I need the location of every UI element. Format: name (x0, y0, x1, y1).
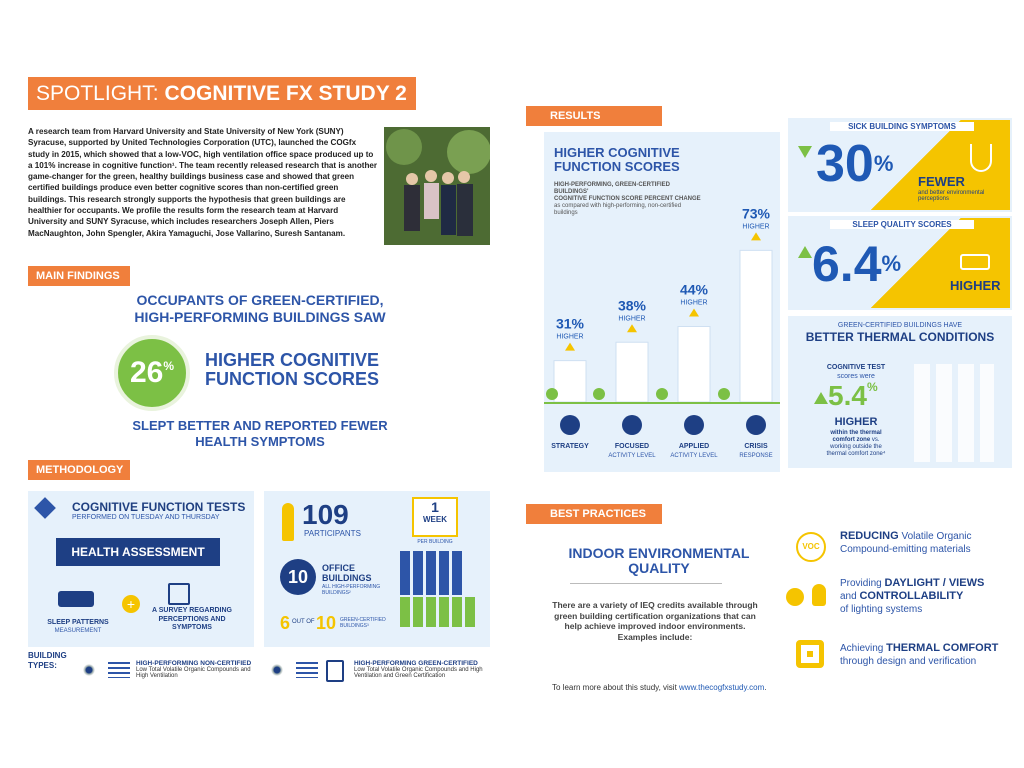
survey-icon (168, 583, 190, 605)
down-arrow-icon (798, 146, 812, 158)
learn-end: . (764, 683, 767, 692)
sleep-pct-sign: % (881, 251, 902, 276)
sick-sub: and better environmental perceptions (918, 190, 985, 202)
sleep-label: SLEEP PATTERNS (47, 619, 109, 626)
findings-percent-sign: % (163, 359, 175, 373)
sleep-sub: MEASUREMENT (54, 628, 102, 634)
wind-icon (108, 662, 130, 678)
sick-pct-sign: % (873, 151, 894, 176)
blue-buildings-icon (400, 551, 464, 595)
spotlight-title: COGNITIVE FX STUDY 2 (164, 81, 407, 105)
health-assessment-box: HEALTH ASSESSMENT (56, 538, 220, 566)
sick-title: SICK BUILDING SYMPTOMS (830, 122, 974, 131)
best-item2 (840, 577, 984, 616)
six-count: 6 (280, 613, 291, 633)
result-category-0: STRATEGY (551, 443, 589, 450)
tests-title: COGNITIVE FUNCTION TESTS (72, 500, 246, 514)
week-sub: PER BUILDING (417, 539, 453, 545)
findings-line2: HIGH-PERFORMING BUILDINGS SAW (134, 309, 386, 325)
participants-number: 109 (302, 499, 349, 530)
findings-footer1: SLEPT BETTER AND REPORTED FEWER (132, 418, 388, 433)
best-practices-tag: BEST PRACTICES (526, 504, 662, 524)
green-buildings-icon (400, 597, 476, 627)
sick-number (816, 134, 893, 194)
result-category-3: CRISIS (744, 443, 768, 450)
results-title1: HIGHER COGNITIVE (554, 145, 680, 160)
type1-title: HIGH-PERFORMING NON-CERTIFIED (136, 660, 252, 667)
molecule-icon-2 (264, 660, 290, 680)
plus-icon: + (122, 595, 140, 613)
team-photo-image (384, 127, 490, 245)
result-value-0: 31% (555, 315, 585, 332)
item2-bold: DAYLIGHT / VIEWS (884, 577, 985, 589)
spotlight-prefix: SPOTLIGHT: (36, 81, 159, 105)
type2-title: HIGH-PERFORMING GREEN-CERTIFIED (354, 660, 478, 667)
findings-footer2: HEALTH SYMPTOMS (195, 434, 325, 449)
study-link[interactable]: www.thecogfxstudy.com (679, 683, 765, 692)
certificate-icon (326, 660, 344, 682)
results-sub3: as compared with high-performing, non-certified buildings (554, 203, 682, 216)
molecule-icon (76, 660, 102, 680)
result-value-3: 73% (741, 205, 771, 222)
tree-icon-3 (718, 388, 730, 400)
result-label-2: HIGHER (680, 299, 708, 307)
result-label-1: HIGHER (618, 315, 646, 323)
offices-label: OFFICE BUILDINGS (322, 563, 372, 583)
result-category-icon-1 (622, 415, 642, 435)
pencil-icon (34, 497, 56, 519)
percent-circle (114, 335, 190, 411)
result-category-icon-3 (746, 415, 766, 435)
result-category-icon-2 (684, 415, 704, 435)
learn-more (552, 683, 766, 692)
best-item1 (840, 530, 972, 556)
survey-label: A SURVEY REGARDING PERCEPTIONS AND SYMPTOMS (152, 607, 232, 631)
ieq-desc: There are a variety of IEQ credits available through green building certification organizations that can help achieve improved indoor environments. Examples include: (552, 600, 758, 642)
bed-icon (58, 591, 94, 607)
sleep-panel (788, 216, 1012, 310)
wind-icon-2 (296, 662, 318, 678)
item2-bold2: CONTROLLABILITY (859, 590, 964, 602)
result-category-2: APPLIED (678, 443, 710, 450)
results-tag: RESULTS (526, 106, 662, 126)
green-sub: GREEN-CERTIFIED BUILDINGS³ (340, 617, 386, 629)
result-arrow-3 (751, 232, 761, 240)
findings-intro (110, 292, 410, 326)
results-title2: FUNCTION SCORES (554, 159, 680, 174)
results-sub2: COGNITIVE FUNCTION SCORE PERCENT CHANGE (554, 196, 701, 202)
item1-rest: Volatile Organic (898, 531, 972, 542)
participants-label: PARTICIPANTS (304, 529, 361, 538)
sun-icon (786, 588, 804, 606)
ten-count: 10 (316, 613, 337, 633)
week-calendar (412, 497, 458, 537)
result-arrow-1 (627, 324, 637, 332)
result-bar-1 (616, 342, 648, 402)
sick-value: 30 (816, 135, 874, 193)
ieq-divider (570, 583, 722, 584)
thermal-sub (806, 430, 906, 458)
bulb-icon (812, 584, 826, 606)
tests-sub: PERFORMED ON TUESDAY AND THURSDAY (72, 514, 220, 521)
sick-word: FEWER (918, 174, 965, 189)
team-photo (384, 127, 490, 245)
results-bars-chart (544, 132, 780, 472)
main-findings-tag: MAIN FINDINGS (28, 266, 130, 286)
item1-bold: REDUCING (840, 530, 899, 542)
sleep-title: SLEEP QUALITY SCORES (830, 220, 974, 229)
sleep-word: HIGHER (950, 278, 1001, 293)
thermal-value: 5.4 (828, 380, 867, 411)
thermal-panel (788, 316, 1012, 468)
ieq-title1: INDOOR ENVIRONMENTAL (568, 545, 750, 561)
offices-circle: 10 (280, 559, 316, 595)
spotlight-banner (28, 77, 416, 110)
ground-line (544, 402, 780, 404)
findings-headline2: FUNCTION SCORES (205, 369, 380, 389)
findings-footer (110, 418, 410, 450)
sleep-value: 6.4 (812, 236, 882, 292)
result-label-3: HIGHER (742, 223, 770, 231)
sleep-number (812, 234, 901, 294)
thermal-sub1: within the thermal (830, 430, 882, 436)
result-category-icon-0 (560, 415, 580, 435)
ieq-title (546, 546, 772, 576)
type1-text (136, 660, 256, 679)
result-bar-3 (740, 250, 772, 402)
thermal-sub4: working outside the (830, 444, 882, 450)
ct2: scores were (837, 373, 875, 380)
building-types-label: BUILDING TYPES: (28, 651, 67, 670)
findings-headline (205, 351, 379, 389)
up-arrow-icon (798, 246, 812, 258)
up-arrow-icon-2 (814, 392, 828, 404)
person-icon (282, 503, 294, 541)
participants-panel (264, 491, 490, 647)
item3-pre: Achieving (840, 643, 887, 654)
findings-line1: OCCUPANTS OF GREEN-CERTIFIED, (136, 292, 384, 308)
tests-panel (28, 491, 254, 647)
ct1: COGNITIVE TEST (826, 364, 886, 371)
thermal-title: BETTER THERMAL CONDITIONS (805, 330, 995, 344)
week-label: WEEK (423, 515, 447, 524)
out-of-label: OUT OF (292, 619, 315, 625)
learn-text: To learn more about this study, visit (552, 683, 680, 692)
result-value-2: 44% (679, 281, 709, 298)
results-sub1: HIGH-PERFORMING, GREEN-CERTIFIED BUILDINGS' (554, 182, 671, 195)
item2-and: and (840, 591, 860, 602)
tree-icon-0 (546, 388, 558, 400)
sick-panel (788, 118, 1012, 212)
type2-desc: Low Total Volatile Organic Compounds and High Ventilation and Green Certification (354, 667, 483, 679)
results-panel (544, 132, 780, 472)
offices-sub: ALL HIGH-PERFORMING BUILDINGS² (322, 584, 381, 596)
item1-line2: Compound-emitting materials (840, 544, 971, 555)
thermal-word: HIGHER (834, 416, 878, 428)
thermostat-icon (796, 640, 824, 668)
tree-icon-2 (656, 388, 668, 400)
thermal-head: GREEN-CERTIFIED BUILDINGS HAVE (837, 322, 963, 329)
voc-icon: VOC (796, 532, 826, 562)
tree-icon-1 (593, 388, 605, 400)
type2-text (354, 660, 490, 679)
thermal-buildings-icon (914, 364, 994, 462)
item3-line2: through design and verification (840, 656, 977, 667)
thermal-sub3: vs. (871, 437, 880, 443)
thermal-sub2: comfort zone (832, 437, 871, 443)
findings-percent: 26 (129, 356, 164, 389)
intro-text (28, 126, 378, 239)
item2-line3: of lighting systems (840, 604, 923, 615)
result-bar-0 (554, 361, 586, 402)
findings-headline1: HIGHER COGNITIVE (205, 350, 380, 370)
ieq-title2: QUALITY (628, 560, 690, 576)
methodology-tag: METHODOLOGY (28, 460, 130, 480)
item3-bold: THERMAL COMFORT (886, 642, 999, 654)
thermal-number (828, 380, 878, 412)
intro-paragraph: A research team from Harvard University and State University of New York (SUNY) Syracuse, supported by United Technologies Corporation (UTC), launched the COGfx study in 2015, which showed that a low-VOC, high ventilation office space produced up to a 101% increase in cognitive function¹. The team recently released research that is another game-changer for the green, healthy buildings business case and showed that green certified buildings produce even better cognitive scores than non-certified green buildings. This research strongly supports the hypothesis that green buildings are healthier for occupants. We profile the results form the research team at Harvard University and SUNY Syracuse, which includes researchers Joseph Allen, Piers MacNaughton, John Spengler, Akira Yamaguchi, Jose Vallarino, Suresh Santanam. (28, 127, 378, 238)
best-item3 (840, 642, 998, 668)
thermal-pct-sign: % (866, 380, 878, 394)
result-category-sub-2: ACTIVITY LEVEL (670, 453, 718, 459)
result-arrow-2 (689, 309, 699, 317)
result-value-1: 38% (617, 297, 647, 314)
item2-pre: Providing (840, 578, 885, 589)
result-category-sub-1: ACTIVITY LEVEL (608, 453, 656, 459)
week-number: 1 (431, 499, 439, 515)
thermal-sub5: thermal comfort zone⁴ (826, 451, 886, 457)
result-category-sub-3: RESPONSE (739, 453, 773, 459)
type1-desc: Low Total Volatile Organic Compounds and High Ventilation (136, 667, 251, 679)
result-bar-2 (678, 327, 710, 403)
bed-icon-2 (960, 254, 990, 270)
result-arrow-0 (565, 343, 575, 351)
result-category-1: FOCUSED (614, 443, 650, 450)
result-label-0: HIGHER (556, 333, 584, 341)
stethoscope-icon (970, 144, 992, 172)
